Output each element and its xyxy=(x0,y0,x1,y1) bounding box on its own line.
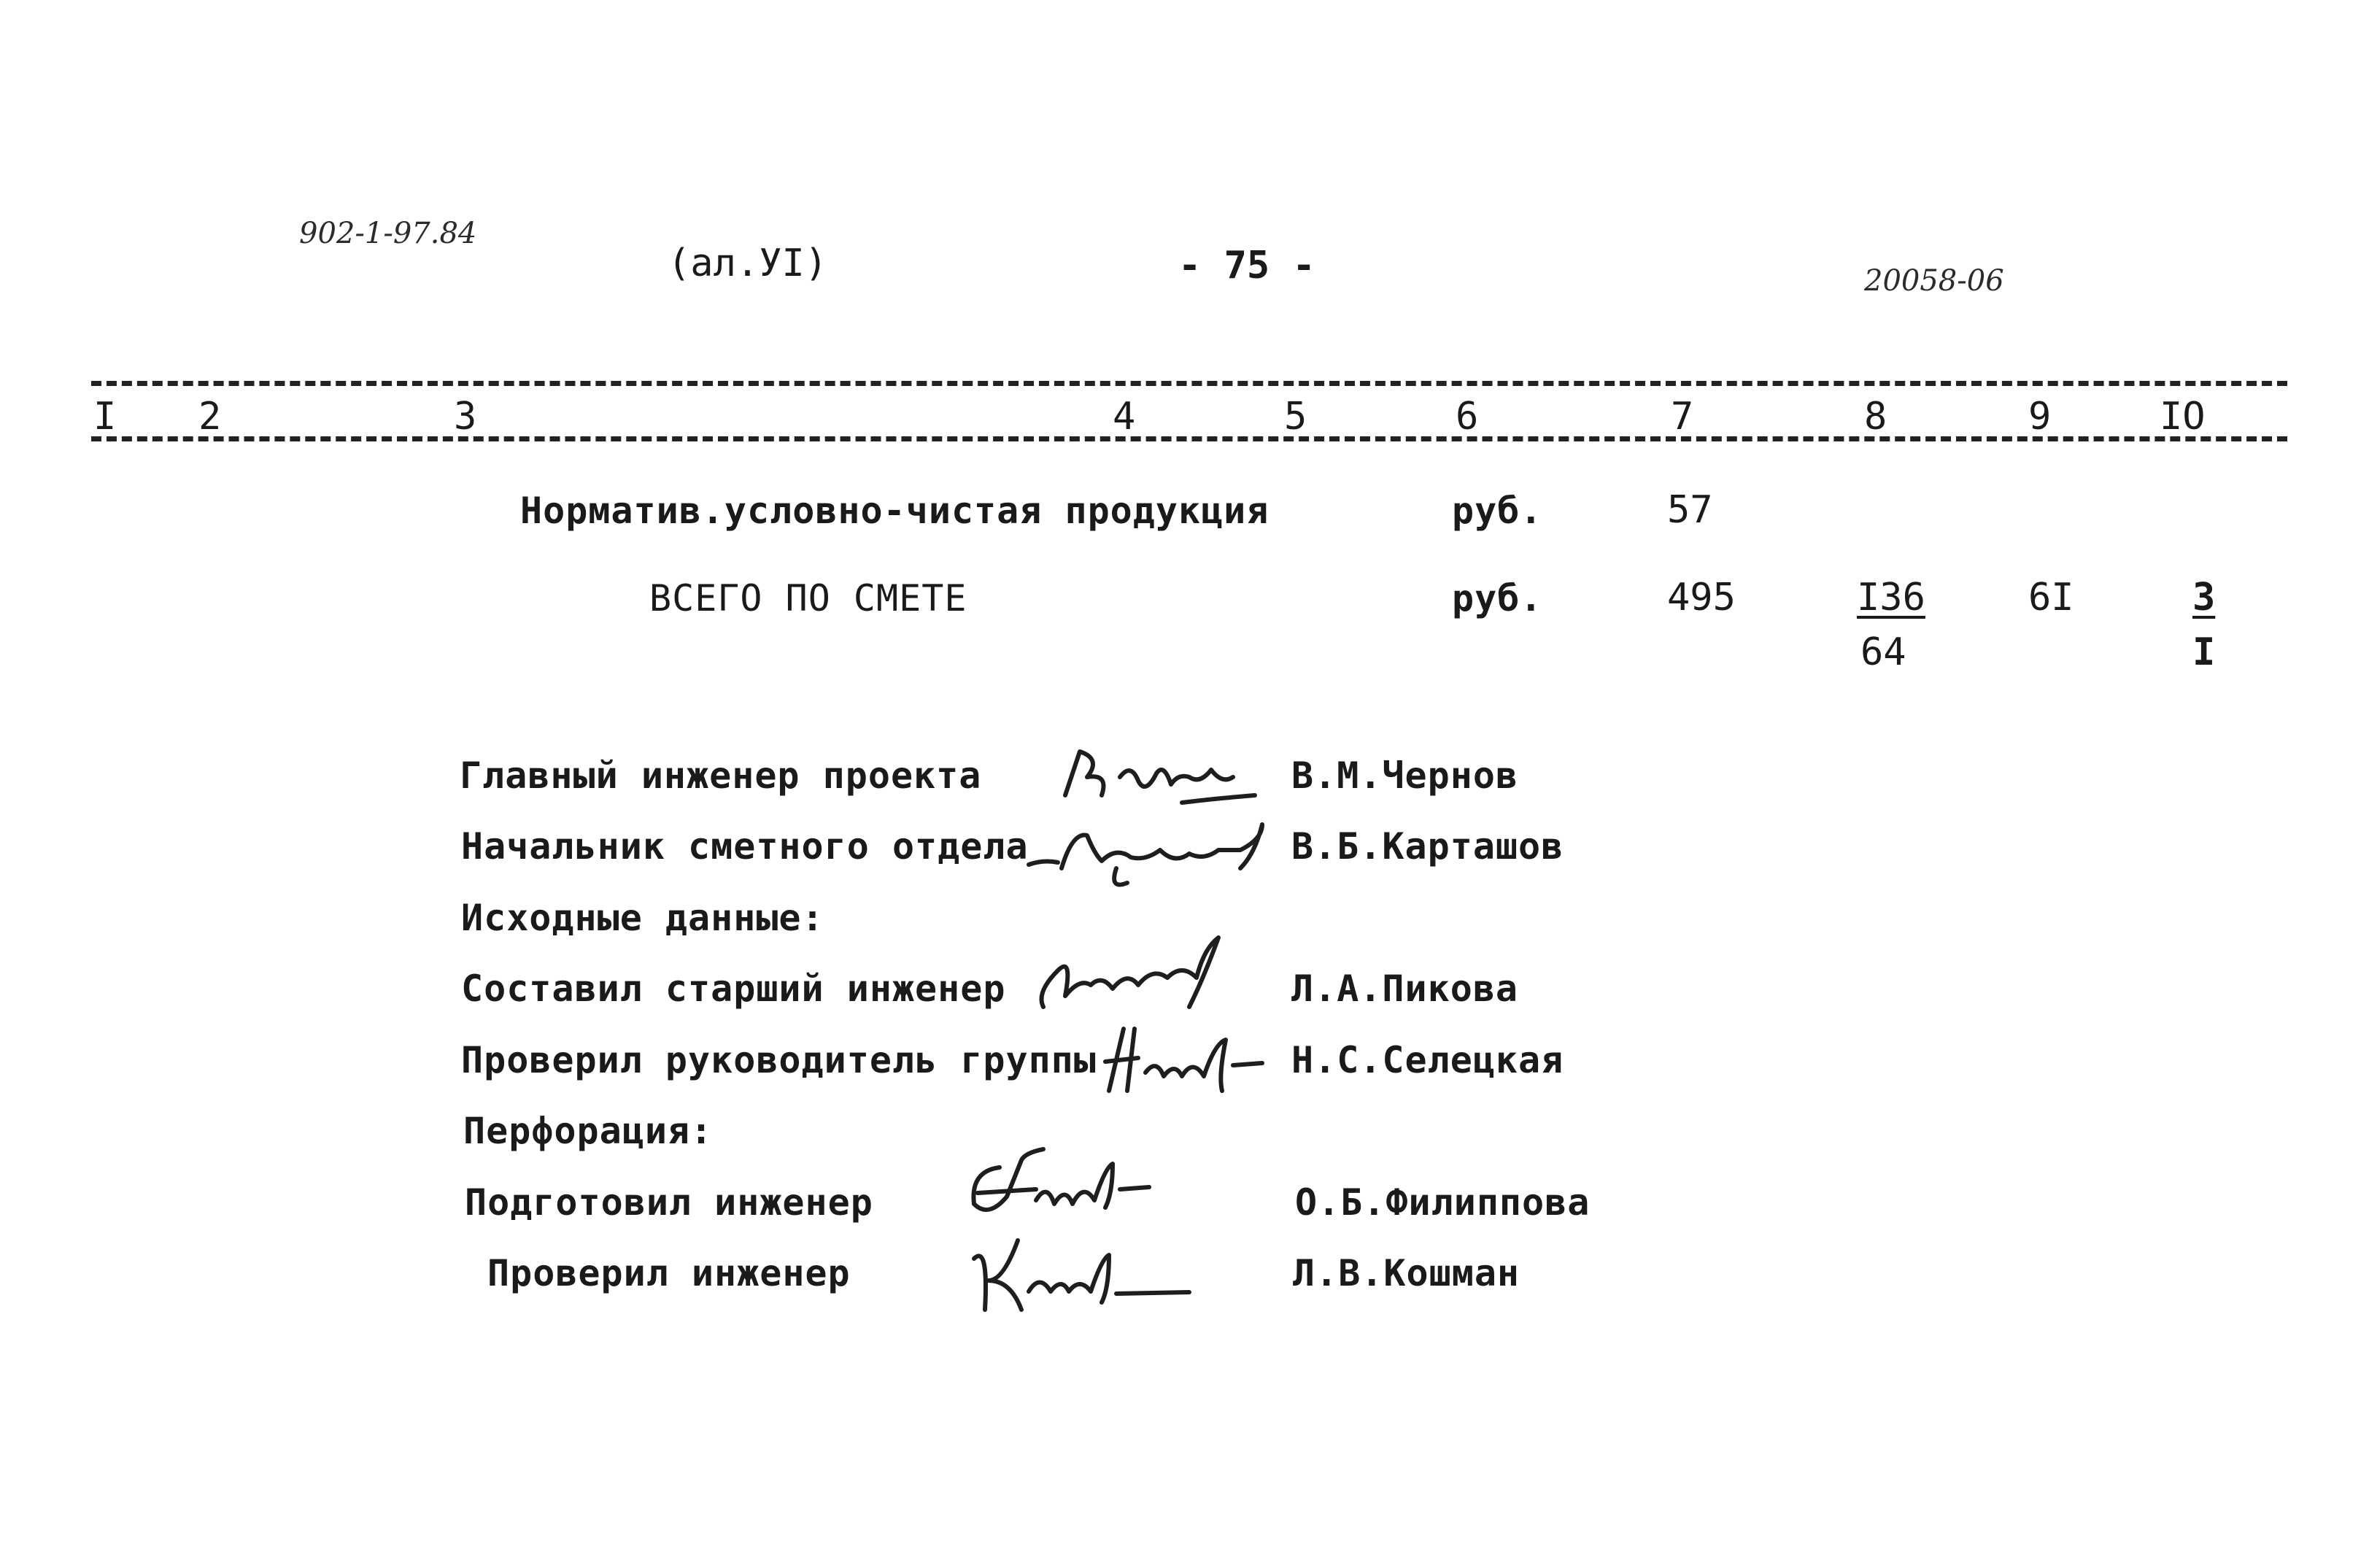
column-number-2: 2 xyxy=(198,395,222,439)
column-number-1: I xyxy=(93,395,117,439)
column-number-10: IO xyxy=(2160,395,2206,439)
row-total-col10-bottom: I xyxy=(2192,630,2216,674)
row-total-col7: 495 xyxy=(1667,576,1736,619)
section-source-data: Исходные данные: xyxy=(461,897,824,939)
row-total-col8-bottom: 64 xyxy=(1860,630,1906,674)
signature-role-prepared-engineer: Подготовил инженер xyxy=(465,1181,873,1224)
group-head-signature xyxy=(1094,1018,1269,1102)
signature-role-chief-engineer: Главный инженер проекта xyxy=(460,754,982,797)
column-number-5: 5 xyxy=(1284,395,1307,439)
column-number-3: 3 xyxy=(454,395,477,439)
signature-name-estimate-head: В.Б.Карташов xyxy=(1291,825,1564,868)
signature-role-senior-engineer: Составил старший инженер xyxy=(461,968,1006,1010)
column-header-bottom-rule xyxy=(91,436,2287,441)
column-number-7: 7 xyxy=(1671,395,1694,439)
row-total-unit: руб. xyxy=(1452,577,1543,619)
signature-name-prepared-engineer: О.Б.Филиппова xyxy=(1295,1181,1591,1224)
signature-name-senior-engineer: Л.А.Пикова xyxy=(1291,968,1519,1010)
column-number-6: 6 xyxy=(1456,395,1479,439)
column-number-8: 8 xyxy=(1864,395,1887,439)
signature-role-estimate-head: Начальник сметного отдела xyxy=(461,825,1029,868)
row-normative-unit: руб. xyxy=(1452,490,1543,532)
sheet-code: 20058-06 xyxy=(1864,264,2004,298)
row-total-col10-top: 3 xyxy=(2192,576,2216,619)
signature-role-group-head: Проверил руководитель группы xyxy=(461,1039,1097,1081)
row-total-col8-top: I36 xyxy=(1857,576,1925,619)
row-normative-col7: 57 xyxy=(1667,488,1713,532)
row-total-col9: 6I xyxy=(2028,576,2074,619)
album-label: (ал.УI) xyxy=(668,242,828,285)
prepared-engineer-signature xyxy=(956,1138,1160,1229)
column-number-9: 9 xyxy=(2028,395,2052,439)
signature-name-chief-engineer: В.М.Чернов xyxy=(1291,754,1519,797)
column-number-4: 4 xyxy=(1113,395,1136,439)
column-header-top-rule xyxy=(91,381,2287,386)
signature-role-checking-engineer: Проверил инженер xyxy=(487,1252,851,1294)
signature-name-checking-engineer: Л.В.Кошман xyxy=(1293,1252,1520,1294)
signature-name-group-head: Н.С.Селецкая xyxy=(1291,1039,1564,1081)
estimate-head-signature xyxy=(1021,810,1277,897)
row-total-name: ВСЕГО ПО СМЕТЕ xyxy=(649,577,967,619)
chief-engineer-signature xyxy=(1051,744,1262,810)
checking-engineer-signature xyxy=(959,1229,1200,1317)
row-normative-name: Норматив.условно-чистая продукция xyxy=(520,490,1269,532)
section-perforation: Перфорация: xyxy=(463,1110,714,1152)
senior-engineer-signature xyxy=(1029,927,1240,1021)
page-number: - 75 - xyxy=(1178,244,1315,287)
doc-code: 902-1-97.84 xyxy=(299,217,477,250)
